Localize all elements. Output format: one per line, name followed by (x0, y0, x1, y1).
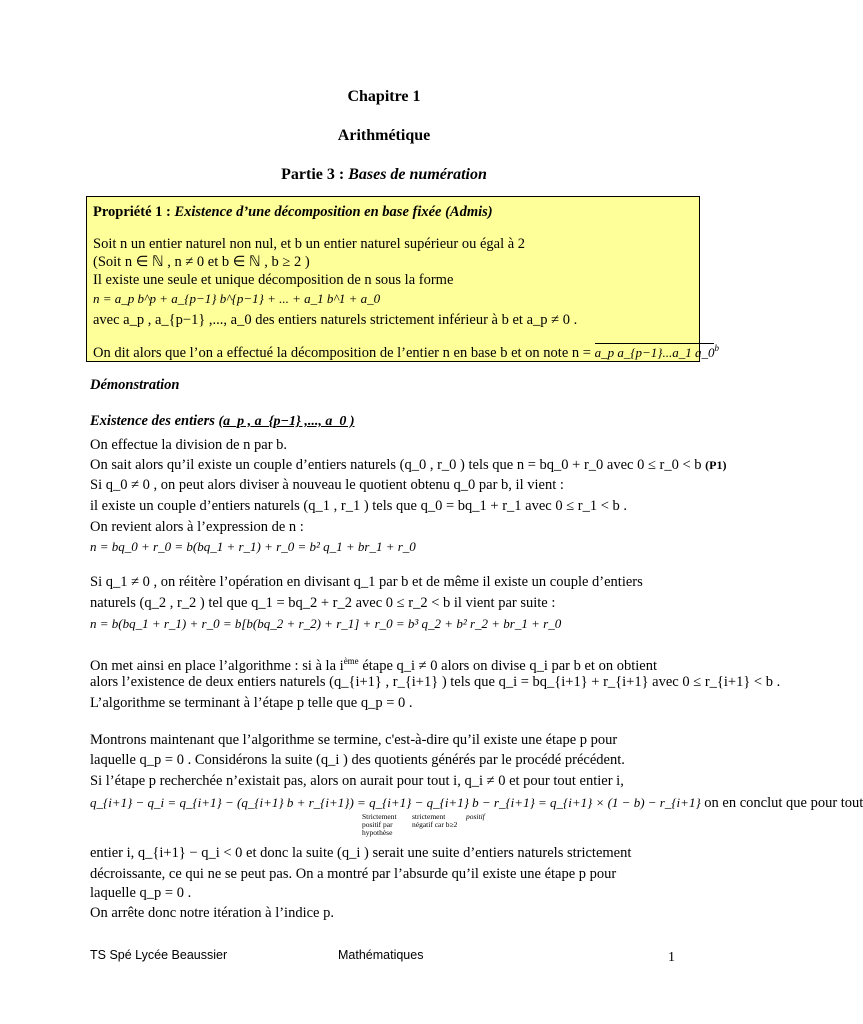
property-line-6 (93, 339, 719, 362)
demo-line-18: entier i, q_{i+1} − q_i < 0 et donc la suite (q_i ) serait une suite d’entiers naturels strictement (90, 845, 632, 861)
demo-line-9a: On met ainsi en place l’algorithme : si à la i (90, 657, 344, 674)
demo-line-14: laquelle q_p = 0 . Considérons la suite (q_i ) des quotients générés par le procédé précédent. (90, 752, 625, 768)
p1-label: (P1) (705, 458, 727, 472)
notation-base: b (714, 343, 719, 353)
demo-line-1 (90, 456, 727, 474)
demo-line-4: On revient alors à l’expression de n : (90, 519, 304, 535)
property-box (86, 196, 719, 362)
demo-line-11: alors l’existence de deux entiers naturels (q_{i+1} , r_{i+1} ) tels que q_i = bq_{i+1} + r_{i+1} avec 0 ≤ r_{i+1} < b . (90, 674, 781, 690)
demo-line-16-end: on en conclut que pour tout (700, 795, 863, 811)
property-formula: n = a_p b^p + a_{p−1} b^{p−1} + ... + a_1 b^1 + a_0 (93, 291, 381, 306)
demo-line-8: n = b(bq_1 + r_1) + r_0 = b[b(bq_2 + r_2) + r_1] + r_0 = b³ q_2 + b² r_2 + br_1 + r_0 (90, 616, 562, 631)
note-positive: Strictement positif par hypothèse (362, 812, 397, 837)
footer-left: TS Spé Lycée Beaussier (90, 948, 228, 962)
property-line-2: (Soit n ∈ ℕ , n ≠ 0 et b ∈ ℕ , b ≥ 2 ) (93, 254, 310, 270)
demo-line-20: laquelle q_p = 0 . (90, 885, 192, 901)
notation-expr: a_p a_{p−1}...a_1 a_0 (594, 344, 715, 360)
notation-text: On dit alors que l’on a effectué la décomposition de l’entier n en base b et on note n = (93, 344, 595, 361)
demo-line-21: On arrête donc notre itération à l’indice p. (90, 905, 334, 921)
footer-center: Mathématiques (338, 948, 424, 962)
demo-line-5: n = bq_0 + r_0 = b(bq_1 + r_1) + r_0 = b² q_1 + br_1 + r_0 (90, 539, 416, 554)
demo-line-3: il existe un couple d’entiers naturels (q_1 , r_1 ) tels que q_0 = bq_1 + r_1 avec 0 ≤ r_1 < b . (90, 498, 628, 514)
part-heading (0, 166, 768, 184)
demo-line-15: Si l’étape p recherchée n’existait pas, alors on aurait pour tout i, q_i ≠ 0 et pour tout entier i, (90, 773, 624, 789)
note-negative: strictement négatif car b≥2 (412, 812, 458, 829)
property-line-5: avec a_p , a_{p−1} ,..., a_0 des entiers naturels strictement inférieur à b et a_p ≠ 0 . (93, 312, 578, 328)
existence-heading (90, 412, 355, 431)
property-header (93, 203, 493, 221)
demo-line-1-text: On sait alors qu’il existe un couple d’entiers naturels (q_0 , r_0 ) tels que n = bq_0 + r_0 avec 0 ≤ r_0 < b (90, 457, 702, 473)
demo-line-16 (90, 794, 863, 812)
demo-line-2: Si q_0 ≠ 0 , on peut alors diviser à nouveau le quotient obtenu q_0 par b, il vient : (90, 477, 564, 493)
demo-title: Démonstration (90, 377, 180, 393)
property-line-1: Soit n un entier naturel non nul, et b un entier naturel supérieur ou égal à 2 (93, 236, 526, 252)
demo-line-19: décroissante, ce qui ne se peut pas. On a montré par l’absurde qu’il existe une étape p pour (90, 866, 617, 882)
part-prefix: Partie 3 : (281, 166, 349, 183)
demo-line-0: On effectue la division de n par b. (90, 437, 288, 453)
page-number: 1 (668, 950, 675, 965)
property-line-3: Il existe une seule et unique décomposition de n sous la forme (93, 272, 454, 288)
difference-formula: q_{i+1} − q_i = q_{i+1} − (q_{i+1} b + r_{i+1}) = q_{i+1} − q_{i+1} b − r_{i+1} = q_{i+1} × (1 − b) − r_{i+1} (90, 795, 701, 810)
demo-line-9 (90, 652, 657, 675)
eme-sup: ème (343, 656, 359, 666)
chapter-heading: Chapitre 1 (347, 88, 421, 105)
demo-line-13: Montrons maintenant que l’algorithme se termine, c'est-à-dire qu’il existe une étape p pour (90, 732, 618, 748)
demo-line-7: naturels (q_2 , r_2 ) tel que q_1 = bq_2 + r_2 avec 0 ≤ r_2 < b il vient par suite : (90, 595, 556, 611)
part-title: Bases de numération (348, 166, 487, 183)
demo-line-6: Si q_1 ≠ 0 , on réitère l’opération en divisant q_1 par b et de même il existe un couple d’entiers (90, 574, 643, 590)
existence-title: Existence des entiers (90, 413, 219, 429)
chapter-title: Arithmétique (337, 127, 431, 144)
demo-line-12: L’algorithme se terminant à l’étape p telle que q_p = 0 . (90, 695, 413, 711)
property-label: Propriété 1 : (93, 204, 175, 220)
property-title: Existence d’une décomposition en base fixée (Admis) (174, 204, 493, 220)
demo-line-9b: étape q_i ≠ 0 alors on divise q_i par b et on obtient (358, 657, 657, 674)
note-positive-2: positif (466, 812, 485, 821)
existence-expr: (a_p , a_{p−1} ,..., a_0 ) (218, 414, 355, 429)
